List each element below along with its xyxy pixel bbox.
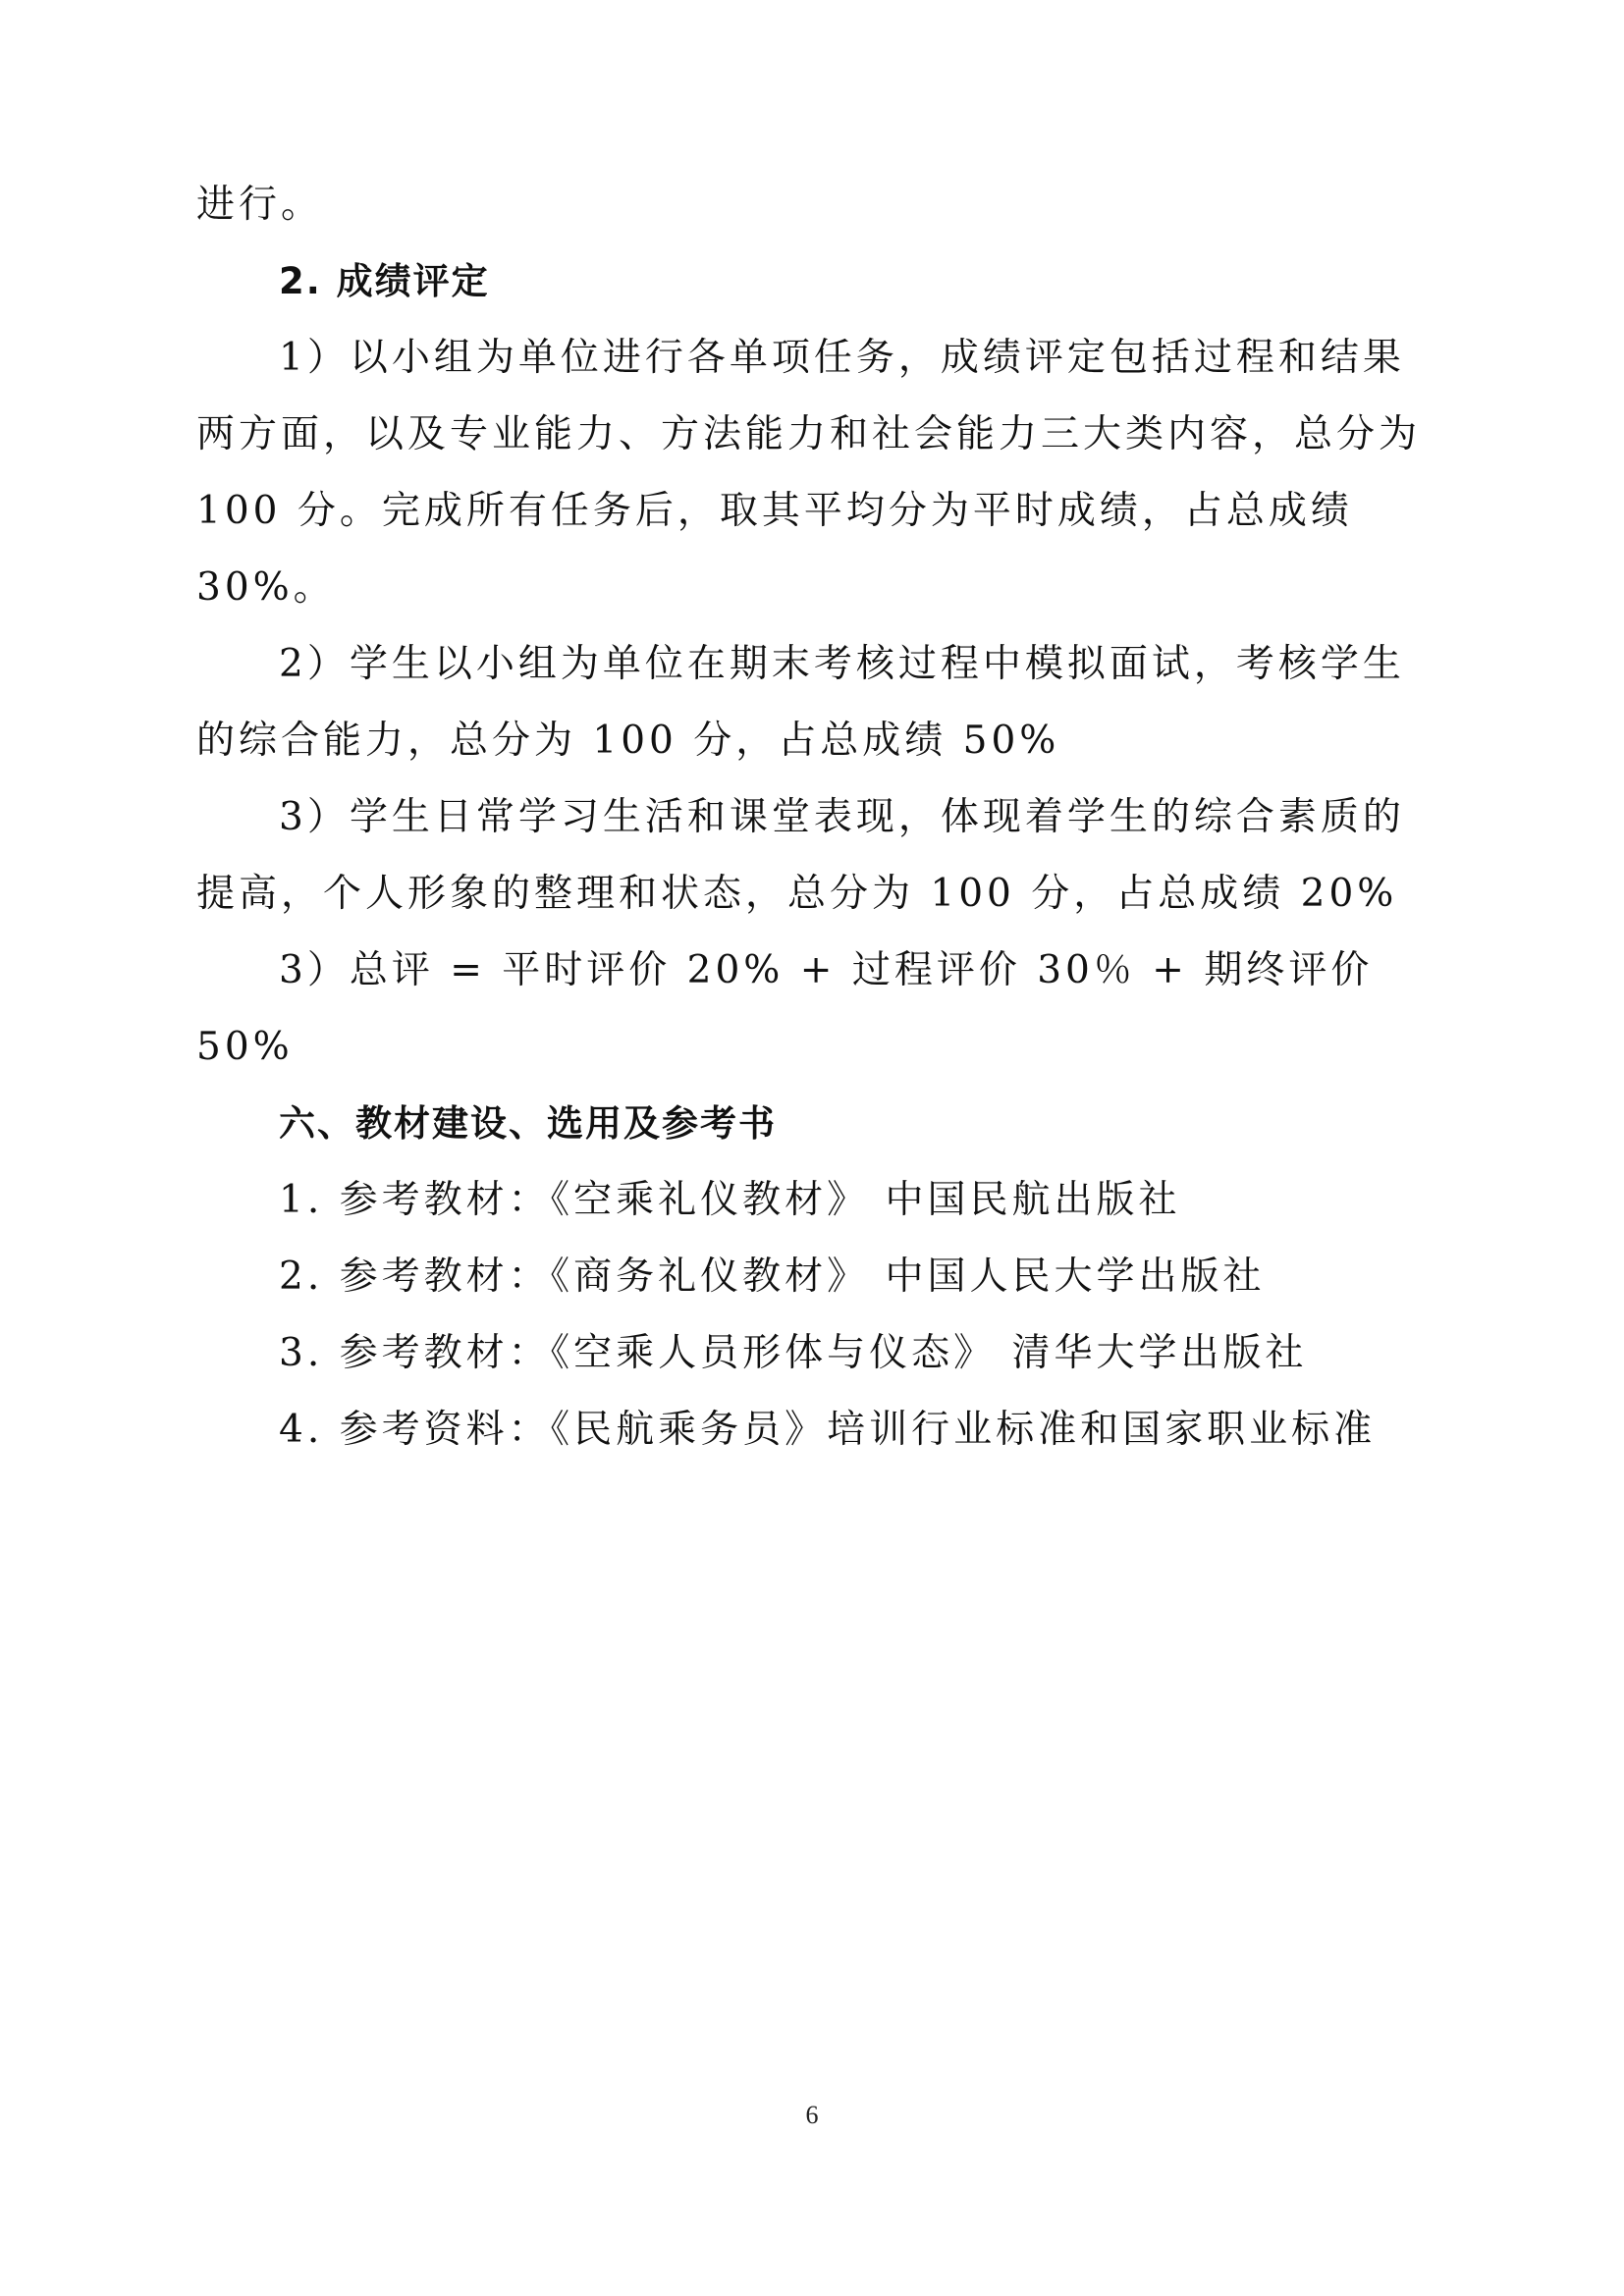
continuation-text: 进行。 — [196, 183, 324, 227]
section-heading-textbooks: 六、教材建设、选用及参考书 — [279, 1102, 777, 1145]
reference-item: 1. 参考教材：《空乘礼仪教材》 中国民航出版社 — [279, 1178, 1181, 1222]
paragraph-final-exam: 2）学生以小组为单位在期末考核过程中模拟面试，考核学生的综合能力，总分为 100 分，占总成绩 50% — [196, 642, 1405, 763]
reference-item: 4. 参考资料：《民航乘务员》培训行业标准和国家职业标准 — [279, 1408, 1377, 1452]
paragraph-daily-performance: 3）学生日常学习生活和课堂表现，体现着学生的综合素质的提高，个人形象的整理和状态，总分为 100 分，占总成绩 20% — [196, 795, 1405, 916]
reference-item: 2. 参考教材：《商务礼仪教材》 中国人民大学出版社 — [279, 1255, 1266, 1299]
paragraph-group-tasks: 1）以小组为单位进行各单项任务，成绩评定包括过程和结果两方面，以及专业能力、方法能力和社会能力三大类内容，总分为 100 分。完成所有任务后，取其平均分为平时成绩，占总成绩 30%。 — [196, 336, 1422, 610]
reference-item: 3. 参考教材：《空乘人员形体与仪态》 清华大学出版社 — [279, 1331, 1308, 1375]
paragraph-total-score: 3）总评 = 平时评价 20% + 过程评价 30％ + 期终评价 50% — [196, 948, 1374, 1069]
section-heading-grading: 2. 成绩评定 — [279, 260, 490, 302]
page-content — [196, 167, 1434, 1468]
page-number: 6 — [805, 2101, 819, 2129]
